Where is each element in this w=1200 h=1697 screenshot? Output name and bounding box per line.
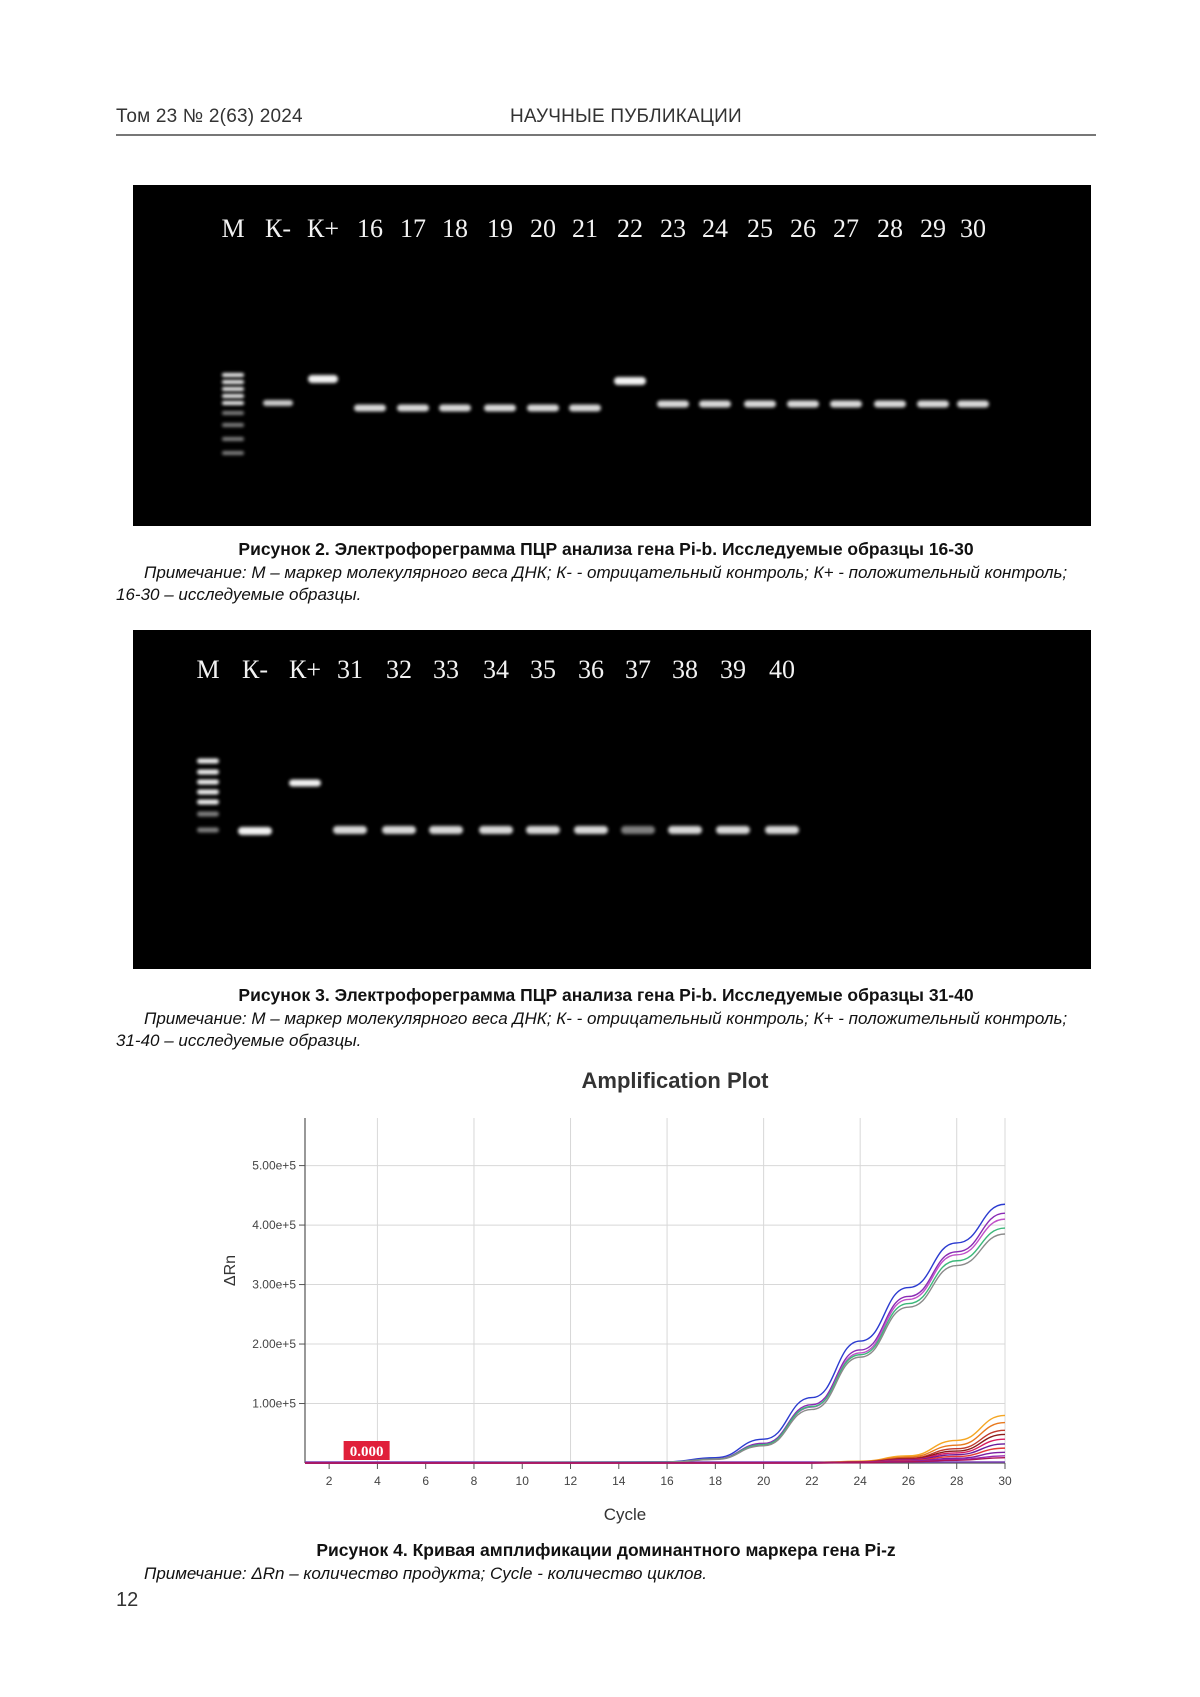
figure4-title: Рисунок 4. Кривая амплификации доминантного маркера гена Pi-z <box>316 1540 896 1560</box>
figure2-lane-label: 20 <box>530 214 556 243</box>
gel-band <box>621 826 655 834</box>
gel-band <box>484 405 516 412</box>
figure3-lane-label: 38 <box>672 655 698 684</box>
figure2-lane-label: 23 <box>660 214 686 243</box>
x-tick-label: 16 <box>660 1474 674 1488</box>
figure3-note: Примечание: М – маркер молекулярного веса ДНК; К- - отрицательный контроль; К+ - положительный контроль; 31-40 – исследуемые образцы. <box>116 1009 1068 1050</box>
ladder-band <box>222 373 244 377</box>
gel-band <box>657 401 689 408</box>
gel-band <box>527 405 559 412</box>
figure2-lane-label: 21 <box>572 214 598 243</box>
y-axis-label: ΔRn <box>222 1254 239 1287</box>
figure4-note: Примечание: ΔRn – количество продукта; Cycle - количество циклов. <box>144 1564 708 1583</box>
gel-band <box>574 826 608 834</box>
x-tick-label: 12 <box>563 1474 578 1488</box>
gel-band <box>668 826 702 834</box>
x-tick-label: 10 <box>515 1474 529 1488</box>
x-tick-label: 30 <box>998 1474 1012 1488</box>
gel-band <box>479 826 513 834</box>
y-tick-label: 3.00e+5 <box>252 1277 296 1292</box>
ladder-band <box>197 812 219 817</box>
ladder-band <box>197 780 219 785</box>
x-tick-label: 22 <box>805 1474 819 1488</box>
figure2-lane-label: К+ <box>306 214 340 243</box>
x-tick-label: 14 <box>612 1474 626 1488</box>
series-line <box>305 1434 1005 1463</box>
ladder-band <box>222 401 244 405</box>
gel-figure3-svg <box>133 630 1091 969</box>
gel-figure2-svg <box>133 185 1091 526</box>
figure3-lane-label: 31 <box>337 655 363 684</box>
gel-band <box>744 401 776 408</box>
figure2-lane-label: 18 <box>442 214 468 243</box>
figure3-lane-label: 37 <box>625 655 651 684</box>
gel-band <box>238 827 272 835</box>
ladder-band <box>222 380 244 384</box>
x-tick-label: 20 <box>756 1474 771 1488</box>
y-tick-label: 4.00e+5 <box>252 1218 296 1233</box>
gel-image-figure2 <box>133 185 1091 526</box>
y-tick-label: 2.00e+5 <box>252 1337 296 1352</box>
gel-band <box>354 405 386 412</box>
gel-band <box>614 377 646 385</box>
gel-band <box>716 826 750 834</box>
series-line <box>305 1415 1005 1463</box>
gel-band <box>397 405 429 412</box>
series-line <box>305 1439 1005 1463</box>
y-tick-label: 5.00e+5 <box>252 1158 296 1173</box>
figure2-lane-label: 16 <box>357 214 383 243</box>
series-line <box>305 1430 1005 1463</box>
x-axis-label: Cycle <box>603 1505 647 1524</box>
figure3-title: Рисунок 3. Электрофореграмма ПЦР анализа гена Pi-b. Исследуемые образцы 31-40 <box>238 985 974 1005</box>
journal-section: НАУЧНЫЕ ПУБЛИКАЦИИ <box>510 106 742 127</box>
ladder-band <box>197 770 219 775</box>
figure2-lane-label: 29 <box>920 214 946 243</box>
gel-band <box>699 401 731 408</box>
gel-band <box>263 400 293 406</box>
ladder-band <box>222 394 244 398</box>
gel-band <box>569 405 601 412</box>
figure3-lane-label: К- <box>242 655 268 684</box>
gel-band <box>429 826 463 834</box>
figure2-lane-label: M <box>221 214 245 243</box>
gel-band <box>765 826 799 834</box>
ladder-band <box>222 387 244 391</box>
header-divider <box>116 134 1096 136</box>
threshold-label: 0.000 <box>349 1444 384 1460</box>
figure2-lane-label: 28 <box>877 214 903 243</box>
x-tick-label: 18 <box>708 1474 723 1488</box>
figure3-lane-label: 33 <box>433 655 459 684</box>
ladder-band <box>222 437 244 441</box>
y-tick-label: 1.00e+5 <box>252 1396 296 1411</box>
x-tick-label: 8 <box>470 1474 478 1488</box>
figure2-lane-label: 25 <box>747 214 773 243</box>
figure2-lane-label: 19 <box>487 214 513 243</box>
x-tick-label: 6 <box>422 1474 430 1488</box>
figure2-title: Рисунок 2. Электрофореграмма ПЦР анализа гена Pi-b. Исследуемые образцы 16-30 <box>238 539 974 559</box>
series-line <box>305 1204 1005 1463</box>
ladder-band <box>197 790 219 795</box>
ladder-band <box>197 759 219 764</box>
gel-band <box>787 401 819 408</box>
figure2-lane-label: К- <box>265 214 291 243</box>
series-line <box>305 1219 1005 1463</box>
figure3-lane-label: 34 <box>483 655 509 684</box>
figure2-lane-label: 26 <box>790 214 816 243</box>
ladder-band <box>222 423 244 427</box>
amplification-chart-svg <box>200 1068 1050 1538</box>
gel-band <box>874 401 906 408</box>
figure3-lane-label: 35 <box>530 655 556 684</box>
gel-band <box>289 780 321 787</box>
figure2-lane-label: 24 <box>702 214 728 243</box>
chart-title: Amplification Plot <box>581 1068 769 1093</box>
amplification-chart <box>200 1068 1050 1538</box>
x-tick-label: 28 <box>950 1474 964 1488</box>
series-line <box>305 1234 1005 1463</box>
figure3-lane-label: M <box>196 655 220 684</box>
gel-band <box>830 401 862 408</box>
gel-band <box>957 401 989 408</box>
x-tick-label: 24 <box>853 1474 867 1488</box>
journal-issue: Том 23 № 2(63) 2024 <box>116 106 303 127</box>
figure2-lane-label: 17 <box>400 214 426 243</box>
gel-band <box>382 826 416 834</box>
ladder-band <box>222 411 244 415</box>
gel-band <box>917 401 949 408</box>
x-tick-label: 26 <box>901 1474 916 1488</box>
series-line <box>305 1423 1005 1463</box>
page-number: 12 <box>116 1589 139 1611</box>
figure3-lane-label: 32 <box>386 655 412 684</box>
figure3-lane-label: 40 <box>769 655 795 684</box>
figure2-lane-label: 22 <box>617 214 643 243</box>
series-line <box>305 1228 1005 1463</box>
x-tick-label: 2 <box>325 1474 333 1488</box>
figure2-note: Примечание: М – маркер молекулярного веса ДНК; К- - отрицательный контроль; К+ - положительный контроль; 16-30 – исследуемые образцы. <box>116 563 1068 604</box>
gel-band <box>439 405 471 412</box>
gel-band <box>308 375 338 383</box>
figure2-lane-label: 27 <box>833 214 859 243</box>
ladder-band <box>222 451 244 455</box>
series-line <box>305 1213 1005 1463</box>
ladder-band <box>197 828 219 833</box>
figure3-lane-label: 36 <box>578 655 604 684</box>
gel-image-figure3 <box>133 630 1091 969</box>
gel-band <box>526 826 560 834</box>
figure2-lane-label: 30 <box>960 214 986 243</box>
figure3-lane-label: 39 <box>720 655 746 684</box>
figure3-lane-label: К+ <box>288 655 322 684</box>
ladder-band <box>197 800 219 805</box>
gel-band <box>333 826 367 834</box>
x-tick-label: 4 <box>374 1474 381 1488</box>
